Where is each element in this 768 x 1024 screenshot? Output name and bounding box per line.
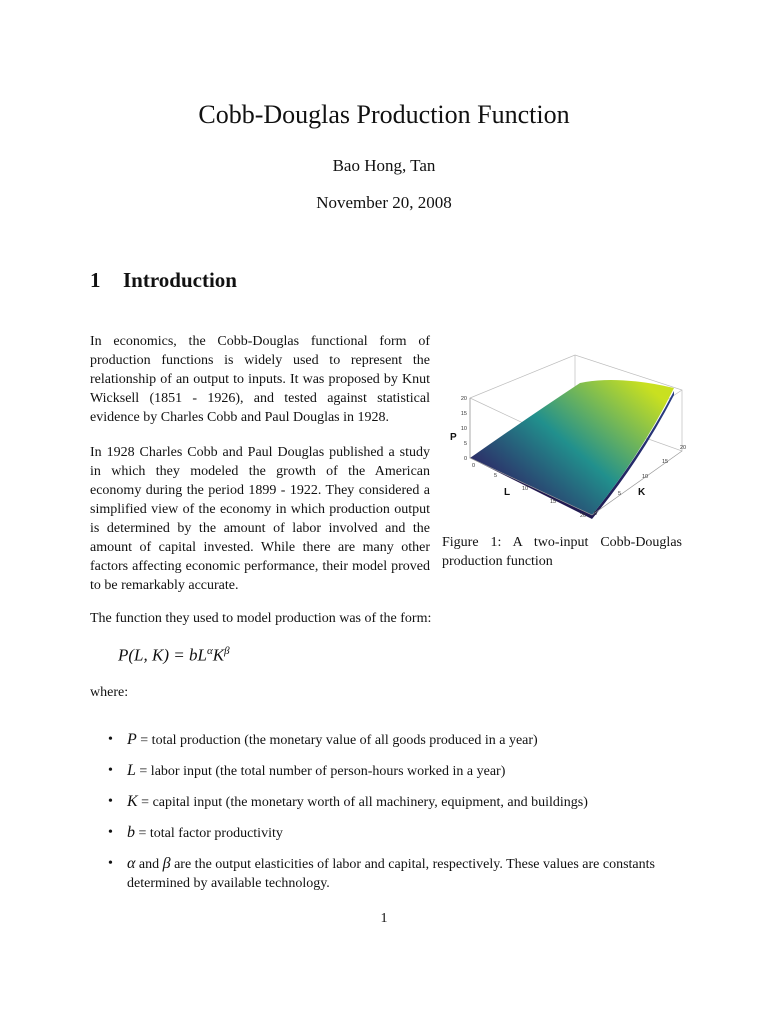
l-tick: 5 <box>494 473 498 479</box>
p-tick: 20 <box>460 396 467 402</box>
list-item <box>108 854 688 893</box>
bullet-icon: • <box>108 794 113 809</box>
k-tick: 5 <box>618 491 622 497</box>
where-label: where: <box>90 685 129 700</box>
bullet-icon: • <box>108 732 113 747</box>
section-number: 1 <box>90 268 101 292</box>
formula-k: K <box>212 645 225 665</box>
symbol: K <box>127 793 138 810</box>
p-tick: 0 <box>463 456 467 462</box>
definition: are the output elasticities of labor and capital, respectively. These values are constants determined by available technology. <box>127 857 655 891</box>
p-axis-ticks <box>461 396 467 462</box>
page-number: 1 <box>380 911 388 926</box>
k-tick: 0 <box>594 511 598 517</box>
list-item <box>108 761 688 781</box>
l-tick: 15 <box>550 499 557 505</box>
k-tick: 20 <box>680 445 687 451</box>
list-item <box>108 730 688 750</box>
symbol: β <box>162 855 171 872</box>
paper-title: Cobb-Douglas Production Function <box>198 100 570 129</box>
date: November 20, 2008 <box>316 193 452 212</box>
surface-plot-svg <box>442 343 692 523</box>
k-tick: 15 <box>662 459 669 465</box>
paragraph-1: In economics, the Cobb-Douglas functional form of production functions is widely used to represent the relationship of an output to inputs. It was proposed by Knut Wicksell (1851 - 1926), and tested against statistical evidence by Charles Cobb and Paul Douglas in 1928. <box>90 334 430 425</box>
formula-lhs: P(L, K) = bL <box>118 645 207 665</box>
formula-alpha: α <box>206 645 213 657</box>
section-title: Introduction <box>123 268 237 292</box>
paragraph-3: The function they used to model production was of the form: <box>90 611 432 626</box>
figure-surface-plot <box>442 343 692 523</box>
bullet-icon: • <box>108 763 113 778</box>
author: Bao Hong, Tan <box>332 156 436 175</box>
definition: = total production (the monetary value of all goods produced in a year) <box>136 733 538 748</box>
figure-caption: Figure 1: A two-input Cobb-Douglas production function <box>442 535 682 569</box>
definition: = capital input (the monetary worth of all machinery, equipment, and buildings) <box>137 795 588 810</box>
symbol: α <box>127 855 136 872</box>
bullet-icon: • <box>108 856 113 871</box>
section-heading <box>90 268 237 293</box>
list-item <box>108 792 688 812</box>
p-tick: 15 <box>460 411 467 417</box>
p-tick: 5 <box>463 441 467 447</box>
symbol: P <box>127 731 137 748</box>
bullet-icon: • <box>108 825 113 840</box>
paragraph-2: In 1928 Charles Cobb and Paul Douglas published a study in which they modeled the growth of the American economy during the period 1899 - 1922. They considered a simplified view of the economy in which production output is determined by the amount of labor involved and the amount of capital invested. While there are many other factors affecting economic performance, their model proved to be remarkably accurate. <box>90 445 430 593</box>
definition: = labor input (the total number of person-hours worked in a year) <box>135 764 506 779</box>
list-item <box>108 823 688 843</box>
formula <box>118 645 230 666</box>
symbol: b <box>127 824 135 841</box>
formula-beta: β <box>224 645 230 657</box>
l-axis-label: L <box>504 487 511 498</box>
l-tick: 20 <box>580 513 587 519</box>
definition: = total factor productivity <box>135 826 283 841</box>
l-tick: 0 <box>472 463 476 469</box>
l-tick: 10 <box>522 486 529 492</box>
definition-list <box>108 730 688 904</box>
symbol: L <box>127 762 136 779</box>
definition: and <box>135 857 163 872</box>
k-tick: 10 <box>642 474 649 480</box>
p-axis-label: P <box>450 432 457 443</box>
k-axis-label: K <box>638 487 646 498</box>
p-tick: 10 <box>460 426 467 432</box>
